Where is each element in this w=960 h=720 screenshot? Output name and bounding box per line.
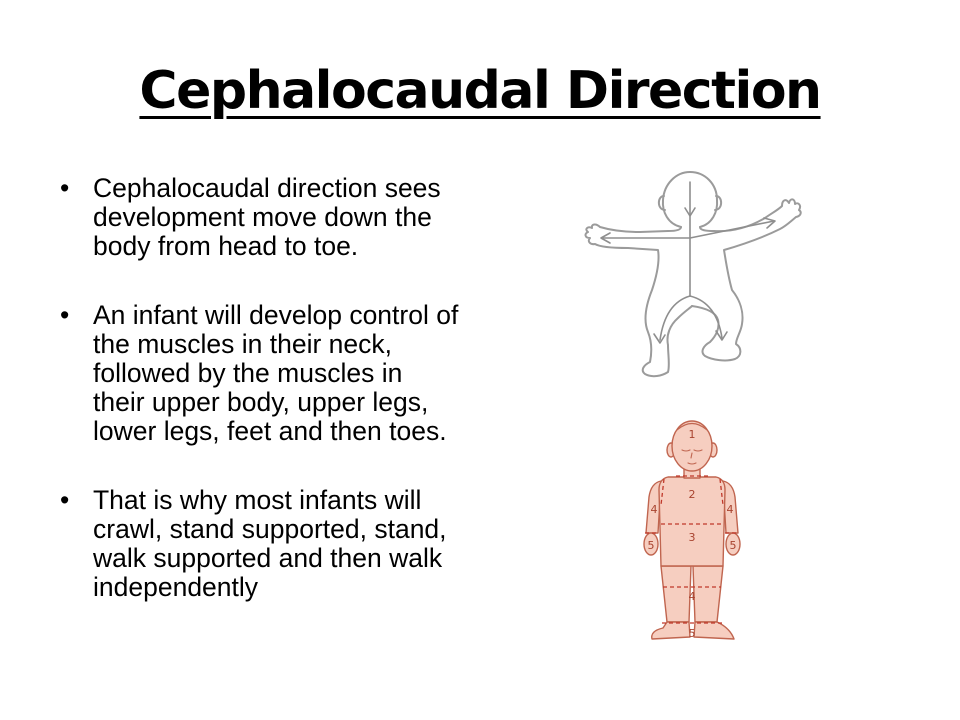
bullet-line: development move down the <box>93 202 432 232</box>
bullet-line: body from head to toe. <box>93 231 359 261</box>
bullet-line: the muscles in their neck, <box>93 329 392 359</box>
bullet-item <box>60 486 540 602</box>
bullet-line: walk supported and then walk <box>93 543 443 573</box>
zone-label-right-arm: 4 <box>726 503 734 516</box>
bullet-item <box>60 301 540 446</box>
bullet-line: lower legs, feet and then toes. <box>93 416 447 446</box>
bullet-marker: • <box>60 173 70 203</box>
bullet-item <box>60 174 540 261</box>
left-leg-arrow-line <box>660 296 690 340</box>
bullet-marker: • <box>60 300 70 330</box>
right-leg <box>693 566 723 622</box>
bullet-line: crawl, stand supported, stand, <box>93 514 447 544</box>
bullet-marker: • <box>60 485 70 515</box>
bullet-line: An infant will develop control of <box>93 300 459 330</box>
bullet-line: That is why most infants will <box>93 485 422 515</box>
zone-label-head: 1 <box>688 428 696 441</box>
bullet-line: Cephalocaudal direction sees <box>93 173 441 203</box>
arm-arrow-line <box>602 221 774 238</box>
bullet-line: independently <box>93 572 259 602</box>
zone-label-abdomen: 3 <box>688 531 696 544</box>
slide-title: Cephalocaudal Direction <box>139 61 821 121</box>
zone-label-feet: 5 <box>688 627 696 640</box>
left-leg <box>661 566 691 622</box>
infant-direction-illustration <box>575 160 815 385</box>
zone-label-chest: 2 <box>688 488 696 501</box>
left-foot <box>652 622 690 639</box>
bullet-list <box>60 174 540 642</box>
right-foot <box>694 622 734 639</box>
zone-label-right-hand: 5 <box>729 539 737 552</box>
zone-label-legs: 4 <box>688 590 696 603</box>
zone-label-left-arm: 4 <box>650 503 658 516</box>
bullet-line: their upper body, upper legs, <box>93 387 429 417</box>
zone-label-left-hand: 5 <box>647 539 655 552</box>
infant-left-body-outline <box>586 224 692 376</box>
infant-zones-illustration <box>635 412 755 647</box>
bullet-line: followed by the muscles in <box>93 358 403 388</box>
